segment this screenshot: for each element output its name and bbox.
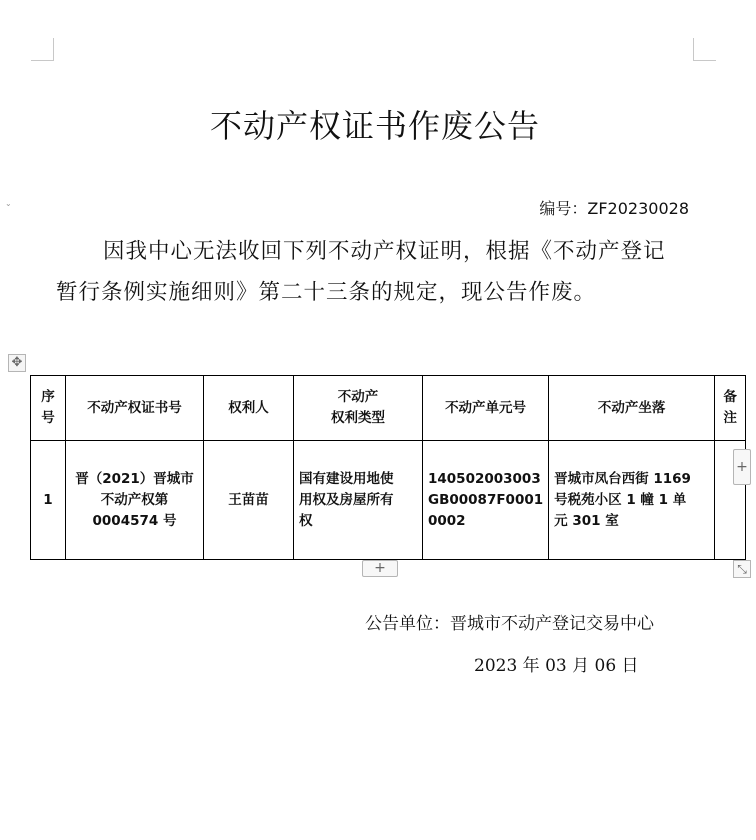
header-remark: 备 注 [715, 376, 746, 441]
issue-date: 2023 年 03 月 06 日 [474, 656, 639, 676]
cell-unit-no: 140502003003 GB00087F0001 0002 [423, 441, 549, 560]
cell-owner: 王苗苗 [204, 441, 294, 560]
document-number: 编号：ZF20230028 [539, 199, 689, 218]
add-column-plus-icon[interactable]: + [733, 449, 751, 485]
table-resize-icon[interactable]: ⤡ [733, 560, 751, 578]
notice-body [56, 231, 696, 313]
header-right-type: 不动产 权利类型 [294, 376, 423, 441]
header-unit-no: 不动产单元号 [423, 376, 549, 441]
page-corner-top-left [31, 38, 54, 61]
add-row-plus-icon[interactable]: + [362, 560, 398, 577]
header-seq: 序 号 [31, 376, 66, 441]
table-row [31, 441, 746, 560]
cell-right-type: 国有建设用地使 用权及房屋所有 权 [294, 441, 423, 560]
document-title: 不动产权证书作废公告 [209, 107, 540, 145]
table-header-row [31, 376, 746, 441]
margin-marker-icon: ⌄ [5, 199, 12, 208]
header-location: 不动产坐落 [549, 376, 715, 441]
table-move-handle-icon[interactable]: ✥ [8, 354, 26, 372]
header-cert-no: 不动产权证书号 [66, 376, 204, 441]
issuer-line: 公告单位：晋城市不动产登记交易中心 [365, 614, 654, 634]
certificate-table [30, 375, 746, 560]
cell-seq: 1 [31, 441, 66, 560]
header-owner: 权利人 [204, 376, 294, 441]
notice-body-line-2: 暂行条例实施细则》第二十三条的规定，现公告作废。 [56, 280, 597, 305]
page-corner-top-right [693, 38, 716, 61]
cell-location: 晋城市凤台西街 1169 号税苑小区 1 幢 1 单 元 301 室 [549, 441, 715, 560]
notice-body-line-1: 因我中心无法收回下列不动产权证明，根据《不动产登记 [103, 239, 666, 264]
cell-cert-no: 晋（2021）晋城市 不动产权第 0004574 号 [66, 441, 204, 560]
